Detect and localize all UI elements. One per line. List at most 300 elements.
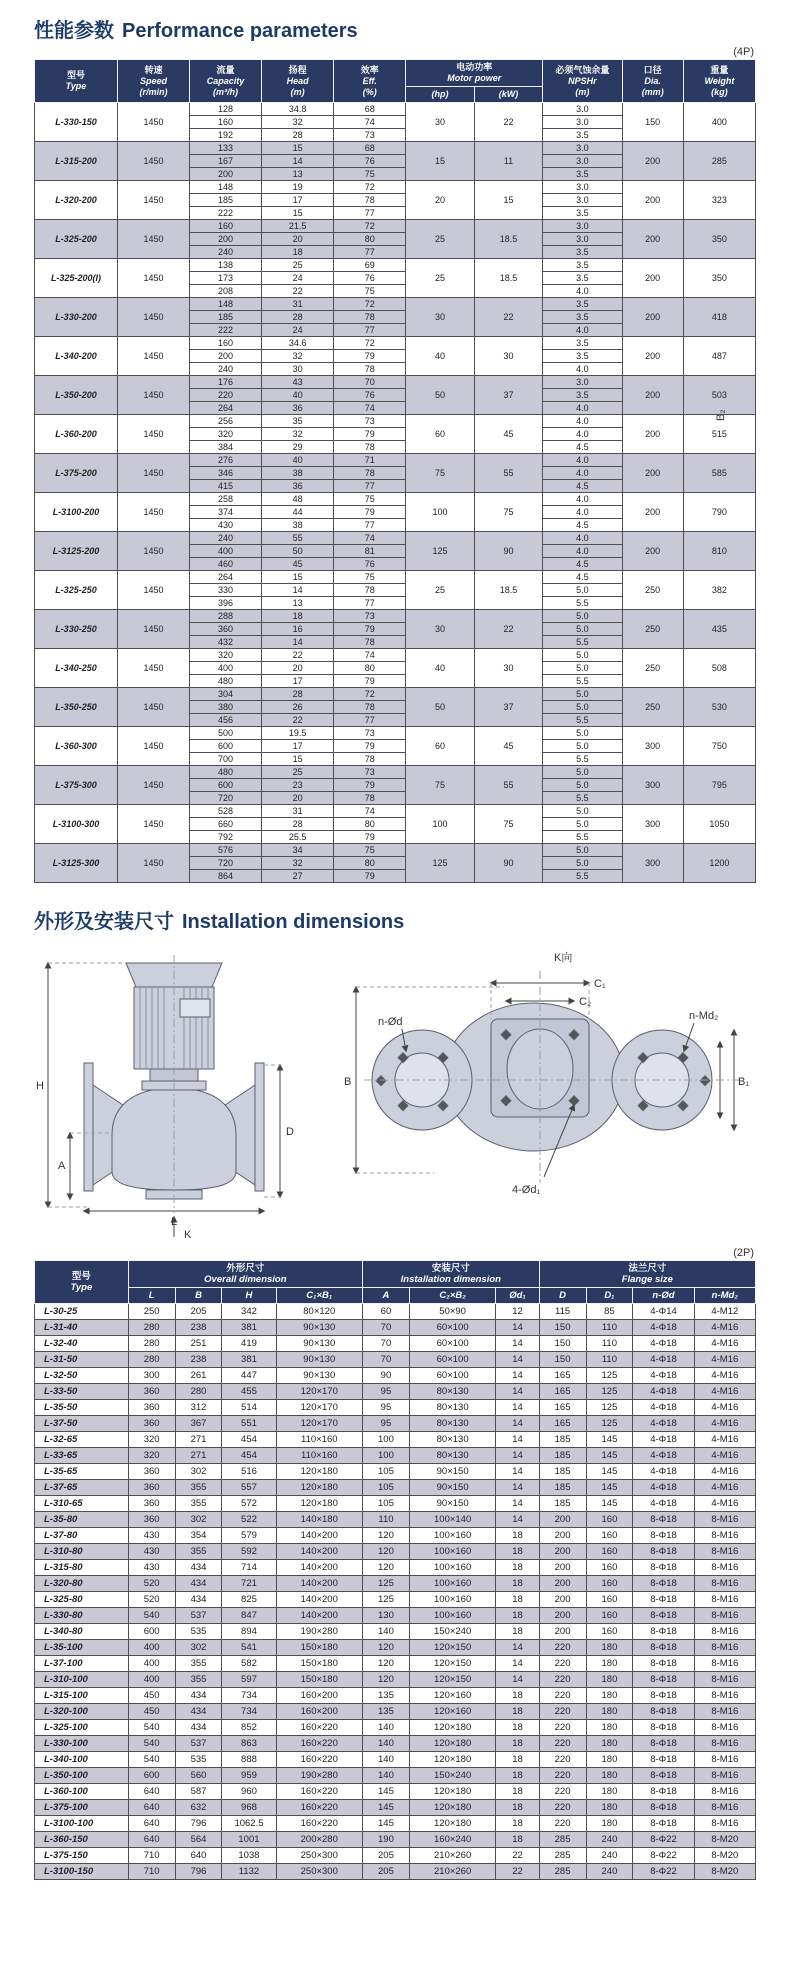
cell: 710 [128,1848,175,1864]
cell: 160×220 [276,1752,363,1768]
cell: 8-Φ18 [633,1704,694,1720]
cell: 160×220 [276,1736,363,1752]
col-header-type: 型号 Type [35,1261,129,1304]
cell: 8-M16 [694,1640,755,1656]
dim-row [35,1544,756,1560]
cell: 180 [586,1800,633,1816]
cell: 8-Φ18 [633,1784,694,1800]
head-cell: 20 [262,233,334,246]
eff-cell: 76 [334,272,406,285]
cell: 796 [175,1864,222,1880]
cell: 4-Φ18 [633,1320,694,1336]
eff-cell: 73 [334,129,406,142]
npshr-cell: 3.5 [543,350,622,363]
eff-cell: 72 [334,337,406,350]
speed-cell: 1450 [117,298,189,337]
cell: 847 [222,1608,276,1624]
cell: 721 [222,1576,276,1592]
capacity-cell: 660 [190,818,262,831]
capacity-cell: 600 [190,740,262,753]
npshr-cell: 4.0 [543,493,622,506]
speed-cell: 1450 [117,142,189,181]
cell: 714 [222,1560,276,1576]
cell: 434 [175,1688,222,1704]
cell: 8-Φ18 [633,1544,694,1560]
cell: 140×200 [276,1576,363,1592]
cell: 4-M16 [694,1384,755,1400]
hp-cell: 100 [406,493,474,532]
perf-row [35,766,756,779]
cell: 18 [496,1592,539,1608]
eff-cell: 71 [334,454,406,467]
perf-row [35,649,756,662]
weight-cell: 285 [683,142,755,181]
capacity-cell: 576 [190,844,262,857]
cell: 312 [175,1400,222,1416]
kw-cell: 45 [474,415,542,454]
hp-cell: 20 [406,181,474,220]
hp-cell: 125 [406,844,474,883]
cell: 200 [539,1608,586,1624]
cell: 4-M12 [694,1304,755,1320]
cell: 200 [539,1560,586,1576]
weight-cell: 790 [683,493,755,532]
kw-cell: 22 [474,103,542,142]
speed-cell: 1450 [117,610,189,649]
cell: 160 [586,1576,633,1592]
cell: 140 [363,1736,410,1752]
perf-row [35,298,756,311]
cell: 8-M16 [694,1624,755,1640]
cell: 454 [222,1448,276,1464]
hp-cell: 125 [406,532,474,571]
cell: 367 [175,1416,222,1432]
col-header-install: 安装尺寸 Installation dimension [363,1261,540,1288]
perf-row [35,805,756,818]
cell: 434 [175,1576,222,1592]
cell: 70 [363,1352,410,1368]
dim-label-a: A [58,1160,66,1172]
cell: 18 [496,1688,539,1704]
eff-cell: 75 [334,571,406,584]
cell: 14 [496,1512,539,1528]
capacity-cell: 384 [190,441,262,454]
cell: 320 [128,1448,175,1464]
dia-cell: 250 [622,649,683,688]
speed-cell: 1450 [117,259,189,298]
title-en: Performance parameters [122,20,358,42]
cell: 360 [128,1416,175,1432]
dim-row [35,1352,756,1368]
cell: 959 [222,1768,276,1784]
type-cell: L-375-200 [35,454,118,493]
cell: 145 [363,1784,410,1800]
cell: 120×160 [409,1688,496,1704]
type-cell: L-325-200(I) [35,259,118,298]
cell: 160×220 [276,1816,363,1832]
dimension-table [34,1260,756,1880]
kw-cell: 55 [474,766,542,805]
dia-cell: 200 [622,298,683,337]
cell: 564 [175,1832,222,1848]
hp-cell: 15 [406,142,474,181]
cell: 18 [496,1832,539,1848]
cell: 120 [363,1672,410,1688]
eff-cell: 72 [334,688,406,701]
cell: 200 [539,1576,586,1592]
cell: 320 [128,1432,175,1448]
type-cell: L-32-50 [35,1368,129,1384]
eff-cell: 78 [334,753,406,766]
dim-row [35,1528,756,1544]
npshr-cell: 5.0 [543,844,622,857]
cell: 250 [128,1304,175,1320]
cell: 14 [496,1384,539,1400]
eff-cell: 75 [334,285,406,298]
cell: 200 [539,1624,586,1640]
cell: 80×130 [409,1384,496,1400]
capacity-cell: 148 [190,181,262,194]
weight-cell: 585 [683,454,755,493]
npshr-cell: 3.0 [543,220,622,233]
cell: 360 [128,1400,175,1416]
hp-cell: 25 [406,220,474,259]
dim-row [35,1624,756,1640]
cell: 8-M16 [694,1672,755,1688]
cell: 592 [222,1544,276,1560]
eff-cell: 73 [334,610,406,623]
col-header-A: A [363,1288,410,1304]
npshr-cell: 5.5 [543,597,622,610]
col-header-eff: 效率 Eff. (%) [334,60,406,103]
cell: 220 [539,1736,586,1752]
cell: 8-Φ18 [633,1512,694,1528]
capacity-cell: 176 [190,376,262,389]
cell: 540 [128,1608,175,1624]
perf-row [35,181,756,194]
cell: 400 [128,1672,175,1688]
cell: 18 [496,1544,539,1560]
type-cell: L-35-100 [35,1640,129,1656]
type-cell: L-360-300 [35,727,118,766]
capacity-cell: 208 [190,285,262,298]
cell: 300 [128,1368,175,1384]
perf-row [35,610,756,623]
cell: 220 [539,1688,586,1704]
npshr-cell: 3.0 [543,103,622,116]
cell: 640 [128,1832,175,1848]
eff-cell: 75 [334,844,406,857]
head-cell: 14 [262,155,334,168]
cell: 125 [586,1384,633,1400]
dim-row [35,1432,756,1448]
cell: 354 [175,1528,222,1544]
head-cell: 50 [262,545,334,558]
npshr-cell: 4.0 [543,454,622,467]
cell: 135 [363,1704,410,1720]
cell: 734 [222,1704,276,1720]
head-cell: 28 [262,129,334,142]
cell: 4-Φ18 [633,1464,694,1480]
cell: 14 [496,1656,539,1672]
cell: 180 [586,1768,633,1784]
dia-cell: 300 [622,805,683,844]
dim-row [35,1608,756,1624]
cell: 8-M20 [694,1848,755,1864]
cell: 150×240 [409,1768,496,1784]
head-cell: 32 [262,428,334,441]
type-cell: L-35-50 [35,1400,129,1416]
dim-row [35,1496,756,1512]
cell: 100×160 [409,1544,496,1560]
cell: 190×280 [276,1768,363,1784]
cell: 261 [175,1368,222,1384]
cell: 80×130 [409,1416,496,1432]
cell: 14 [496,1464,539,1480]
perf-row [35,142,756,155]
cell: 4-M16 [694,1448,755,1464]
perf-row [35,688,756,701]
cell: 535 [175,1624,222,1640]
perf-row [35,337,756,350]
cell: 14 [496,1352,539,1368]
cell: 535 [175,1752,222,1768]
cell: 8-M16 [694,1768,755,1784]
npshr-cell: 3.5 [543,168,622,181]
npshr-cell: 3.0 [543,376,622,389]
cell: 160×220 [276,1720,363,1736]
cell: 1001 [222,1832,276,1848]
dim-row [35,1848,756,1864]
perf-row [35,259,756,272]
speed-cell: 1450 [117,532,189,571]
cell: 434 [175,1560,222,1576]
cell: 600 [128,1624,175,1640]
cell: 18 [496,1608,539,1624]
capacity-cell: 320 [190,428,262,441]
cell: 587 [175,1784,222,1800]
cell: 145 [586,1432,633,1448]
npshr-cell: 3.0 [543,155,622,168]
npshr-cell: 4.0 [543,532,622,545]
eff-cell: 69 [334,259,406,272]
cell: 140 [363,1624,410,1640]
hp-cell: 50 [406,688,474,727]
cell: 8-Φ18 [633,1720,694,1736]
npshr-cell: 5.5 [543,831,622,844]
cell: 180 [586,1656,633,1672]
npshr-cell: 3.5 [543,246,622,259]
cell: 8-M16 [694,1656,755,1672]
cell: 160 [586,1528,633,1544]
capacity-cell: 256 [190,415,262,428]
npshr-cell: 3.5 [543,337,622,350]
dim-label-k: K [184,1229,192,1241]
cell: 95 [363,1416,410,1432]
cell: 95 [363,1400,410,1416]
cell: 360 [128,1464,175,1480]
cell: 180 [586,1688,633,1704]
cell: 8-Φ18 [633,1640,694,1656]
capacity-cell: 480 [190,675,262,688]
eff-cell: 75 [334,168,406,181]
capacity-cell: 222 [190,324,262,337]
capacity-cell: 200 [190,168,262,181]
head-cell: 27 [262,870,334,883]
eff-cell: 80 [334,857,406,870]
dia-cell: 300 [622,844,683,883]
cell: 8-M20 [694,1864,755,1880]
capacity-cell: 480 [190,766,262,779]
cell: 18 [496,1560,539,1576]
head-cell: 17 [262,675,334,688]
dim-row [35,1704,756,1720]
cell: 140×200 [276,1528,363,1544]
cell: 825 [222,1592,276,1608]
eff-cell: 74 [334,649,406,662]
head-cell: 55 [262,532,334,545]
cell: 8-M16 [694,1688,755,1704]
type-cell: L-37-100 [35,1656,129,1672]
type-cell: L-320-80 [35,1576,129,1592]
cell: 434 [175,1720,222,1736]
head-cell: 20 [262,792,334,805]
cell: 110×160 [276,1448,363,1464]
capacity-cell: 185 [190,194,262,207]
type-cell: L-315-200 [35,142,118,181]
cell: 8-M16 [694,1720,755,1736]
cell: 4-Φ18 [633,1416,694,1432]
cell: 85 [586,1304,633,1320]
head-cell: 16 [262,623,334,636]
eff-cell: 72 [334,298,406,311]
cell: 355 [175,1672,222,1688]
type-cell: L-3100-150 [35,1864,129,1880]
capacity-cell: 192 [190,129,262,142]
type-cell: L-3100-200 [35,493,118,532]
cell: 430 [128,1528,175,1544]
cell: 4-M16 [694,1416,755,1432]
cell: 100×160 [409,1592,496,1608]
cell: 120 [363,1560,410,1576]
head-cell: 18 [262,246,334,259]
cell: 150×180 [276,1672,363,1688]
dim-row [35,1320,756,1336]
cell: 125 [586,1416,633,1432]
cell: 205 [363,1864,410,1880]
cell: 520 [128,1576,175,1592]
type-cell: L-37-80 [35,1528,129,1544]
eff-cell: 78 [334,311,406,324]
col-header-hp: (hp) [406,87,474,103]
col-header-overall: 外形尺寸 Overall dimension [128,1261,362,1288]
eff-cell: 68 [334,142,406,155]
eff-cell: 77 [334,480,406,493]
hp-cell: 25 [406,259,474,298]
cell: 160×200 [276,1704,363,1720]
cell: 894 [222,1624,276,1640]
cell: 285 [539,1848,586,1864]
eff-cell: 80 [334,818,406,831]
cell: 360 [128,1480,175,1496]
head-cell: 43 [262,376,334,389]
performance-table [34,59,756,883]
cell: 8-M16 [694,1576,755,1592]
dia-cell: 200 [622,181,683,220]
cell: 250×300 [276,1848,363,1864]
cell: 160×240 [409,1832,496,1848]
npshr-cell: 5.0 [543,857,622,870]
dim-label-n-md2: n-Md₂ [689,1010,719,1022]
cell: 180 [586,1784,633,1800]
head-cell: 48 [262,493,334,506]
dim-row [35,1864,756,1880]
capacity-cell: 792 [190,831,262,844]
type-cell: L-375-100 [35,1800,129,1816]
cell: 60×100 [409,1368,496,1384]
capacity-cell: 500 [190,727,262,740]
cell: 180 [586,1640,633,1656]
npshr-cell: 4.0 [543,402,622,415]
speed-cell: 1450 [117,688,189,727]
type-cell: L-30-25 [35,1304,129,1320]
head-cell: 44 [262,506,334,519]
cell: 4-M16 [694,1400,755,1416]
cell: 120×150 [409,1656,496,1672]
cell: 220 [539,1800,586,1816]
speed-cell: 1450 [117,454,189,493]
kw-cell: 37 [474,376,542,415]
type-cell: L-340-100 [35,1752,129,1768]
cell: 14 [496,1448,539,1464]
cell: 80×130 [409,1400,496,1416]
capacity-cell: 240 [190,246,262,259]
head-cell: 19 [262,181,334,194]
type-cell: L-325-200 [35,220,118,259]
cell: 8-Φ18 [633,1736,694,1752]
capacity-cell: 346 [190,467,262,480]
cell: 140×180 [276,1512,363,1528]
npshr-cell: 5.5 [543,792,622,805]
col-header-weight: 重量 Weight (kg) [683,60,755,103]
npshr-cell: 4.0 [543,415,622,428]
capacity-cell: 264 [190,571,262,584]
dia-cell: 200 [622,259,683,298]
eff-cell: 79 [334,506,406,519]
eff-cell: 79 [334,428,406,441]
perf-row [35,376,756,389]
cell: 4-Φ18 [633,1352,694,1368]
eff-cell: 78 [334,701,406,714]
eff-cell: 79 [334,623,406,636]
cell: 125 [363,1592,410,1608]
weight-cell: 435 [683,610,755,649]
head-cell: 31 [262,805,334,818]
eff-cell: 76 [334,389,406,402]
eff-cell: 74 [334,402,406,415]
eff-cell: 77 [334,207,406,220]
cell: 90×130 [276,1336,363,1352]
cell: 8-Φ18 [633,1608,694,1624]
weight-cell: 350 [683,259,755,298]
speed-cell: 1450 [117,181,189,220]
type-cell: L-360-200 [35,415,118,454]
eff-cell: 77 [334,324,406,337]
eff-cell: 78 [334,467,406,480]
capacity-cell: 700 [190,753,262,766]
eff-cell: 75 [334,493,406,506]
dim-row [35,1656,756,1672]
